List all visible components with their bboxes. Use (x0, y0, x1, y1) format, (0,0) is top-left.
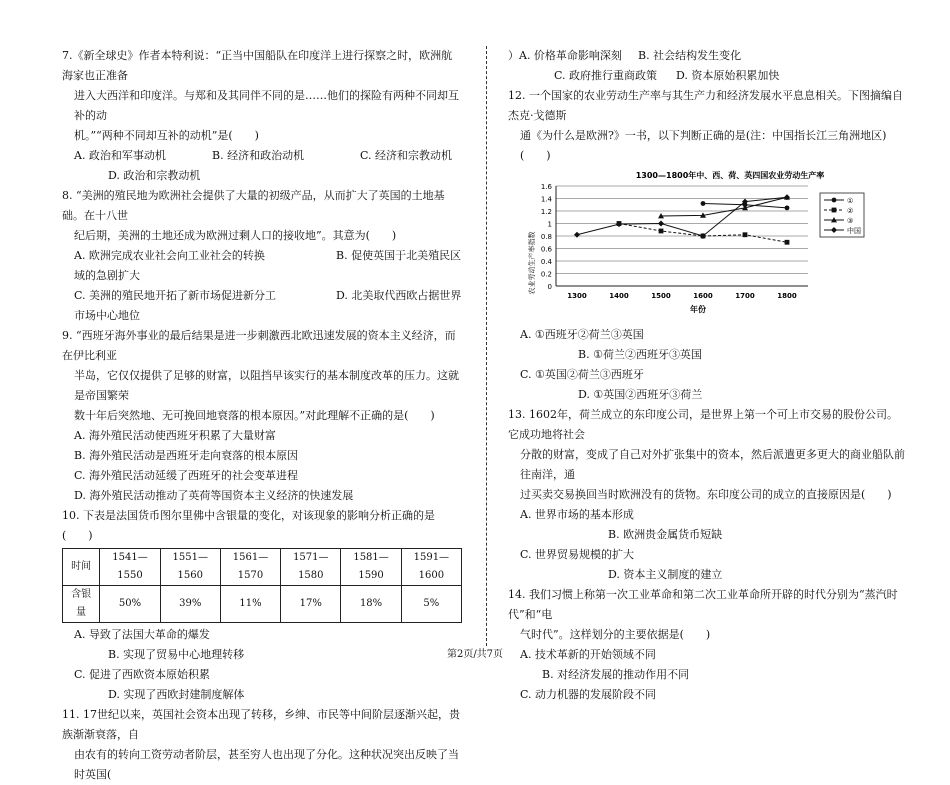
q13-line2: 分散的财富，变成了自己对外扩张集中的资本，然后派遣更多更大的商业船队前往南洋，通 (520, 448, 905, 481)
chart-xlabel: 年份 (690, 305, 706, 314)
q10-th: 1571—1580 (281, 549, 341, 586)
chart-ytick-label: 0.8 (540, 233, 552, 241)
chart-legend-label: 中国 (847, 227, 861, 235)
q11-options-row1 (508, 46, 908, 66)
right-column (508, 46, 908, 705)
q10-option-a[interactable]: A. 导致了法国大革命的爆发 (74, 628, 210, 641)
chart-legend-label: ③ (847, 217, 854, 225)
q10-option-b[interactable]: B. 实现了贸易中心地理转移 (108, 648, 245, 661)
q7-line2: 进入大西洋和印度洋。与郑和及其同伴不同的是……他们的探险有两种不同却互补的动 (74, 89, 459, 122)
q12-line1: 12. 一个国家的农业劳动生产率与其生产力和经济发展水平息息相关。下图摘编自杰克·戈德斯 (508, 89, 903, 122)
q8-options-row1 (62, 246, 462, 266)
q9-line2: 半岛，它仅仅提供了足够的财富，以阻挡早该实行的基本制度改革的压力。这就是帝国繁荣 (74, 369, 459, 402)
q7-line1: 7.《新全球史》作者本特利说：“正当中国船队在印度洋上进行探察之时，欧洲航海家也正准备 (62, 49, 453, 82)
chart-legend-marker (832, 198, 837, 203)
q10-td: 39% (160, 586, 220, 623)
q10-th: 1591—1600 (401, 549, 461, 586)
q10-td: 11% (220, 586, 280, 623)
q13-option-a[interactable]: A. 世界市场的基本形成 (520, 508, 634, 521)
q14-option-c[interactable]: C. 动力机器的发展阶段不同 (520, 688, 657, 701)
chart-point (743, 232, 748, 237)
q13-line3: 过买卖交易换回当时欧洲没有的货物。东印度公司的成立的直接原因是( ) (520, 488, 892, 501)
q11-line2: 由农有的转向工资劳动者阶层，甚至穷人也出现了分化。这种状况突出反映了当时英国( (74, 748, 459, 781)
chart-point (574, 232, 580, 238)
q11-option-b[interactable]: B. 社会结构发生变化 (638, 49, 742, 62)
q10-table-row (63, 586, 462, 623)
q8-option-d[interactable]: D. 北美取代西欧占据世界 (336, 289, 462, 302)
q14-line2: 气时代”。这样划分的主要依据是( ) (520, 628, 711, 641)
chart-ytick-label: 0.4 (540, 258, 552, 266)
q8-option-b[interactable]: B. 促使英国于北美殖民区 (336, 249, 462, 262)
q10-td: 50% (100, 586, 160, 623)
q7-option-c[interactable]: C. 经济和宗教动机 (360, 149, 453, 162)
q10-td: 5% (401, 586, 461, 623)
q9-line3: 数十年后突然地、无可挽回地衰落的根本原因。”对此理解不正确的是( ) (74, 409, 435, 422)
q8-line2: 纪后期，美洲的土地还成为欧洲过剩人口的接收地”。其意为( ) (74, 229, 397, 242)
q12-line2: 通《为什么是欧洲?》一书，以下判断正确的是(注：中国指长江三角洲地区)( ) (520, 129, 887, 162)
q10-th: 1541—1550 (100, 549, 160, 586)
chart-xtick-label: 1300 (567, 292, 587, 300)
chart-xtick-label: 1500 (651, 292, 671, 300)
chart-ytick-label: 1 (547, 220, 552, 229)
chart-ytick-label: 1.4 (540, 195, 552, 204)
chart-point (785, 240, 790, 245)
q10-table (62, 548, 462, 623)
q7-option-b[interactable]: B. 经济和政治动机 (212, 149, 305, 162)
q7-option-a[interactable]: A. 政治和军事动机 (74, 149, 166, 162)
chart-point (785, 205, 790, 210)
chart-ytick-label: 1.2 (540, 208, 552, 216)
chart-xtick-label: 1700 (735, 292, 755, 300)
chart-legend-marker (832, 208, 837, 213)
q11-option-a[interactable]: ）A. 价格革命影响深刻 (508, 49, 622, 62)
column-divider (486, 46, 487, 646)
chart-title: 1300—1800年中、西、荷、英四国农业劳动生产率 (635, 171, 825, 180)
q8-options-row2 (62, 286, 462, 306)
q10-table-header-row (63, 549, 462, 586)
chart-legend-marker (831, 227, 837, 233)
q7-options-row1 (62, 146, 462, 166)
q12-option-b[interactable]: B. ①荷兰②西班牙③英国 (578, 348, 702, 361)
q8-option-a[interactable]: A. 欧洲完成农业社会向工业社会的转换 (74, 249, 265, 262)
chart-legend-label: ② (847, 207, 854, 215)
q8-line1: 8. “美洲的殖民地为欧洲社会提供了大量的初级产品，从而扩大了英国的土地基础。在十八世 (62, 189, 445, 222)
q11-option-d[interactable]: D. 资本原始积累加快 (676, 69, 780, 82)
q8-option-b-cont: 域的急剧扩大 (74, 269, 140, 282)
q13-line1: 13. 1602年，荷兰成立的东印度公司，是世界上第一个可上市交易的股份公司。它成功地将社会 (508, 408, 898, 441)
q12-chart (508, 168, 908, 323)
q12-option-d[interactable]: D. ①英国②西班牙③荷兰 (578, 388, 703, 401)
q12-option-a[interactable]: A. ①西班牙②荷兰③英国 (520, 328, 644, 341)
q11-options-row2 (508, 66, 908, 86)
chart-xtick-label: 1600 (693, 292, 713, 300)
q12-chart-svg (508, 168, 868, 316)
q10-th: 1561—1570 (220, 549, 280, 586)
q10-th: 时间 (63, 549, 100, 586)
chart-legend-label: ① (847, 197, 854, 205)
chart-xtick-label: 1400 (609, 292, 629, 300)
q10-th: 1551—1560 (160, 549, 220, 586)
q10-th: 1581—1590 (341, 549, 401, 586)
q9-option-a[interactable]: A. 海外殖民活动使西班牙积累了大量财富 (74, 429, 276, 442)
left-column (62, 46, 462, 785)
q9-option-c[interactable]: C. 海外殖民活动延缓了西班牙的社会变革进程 (74, 469, 299, 482)
q10-option-c[interactable]: C. 促进了西欧资本原始积累 (74, 668, 211, 681)
chart-ytick-label: 0 (547, 283, 552, 291)
q10-td: 17% (281, 586, 341, 623)
q9-option-d[interactable]: D. 海外殖民活动推动了英荷等国资本主义经济的快速发展 (74, 489, 354, 502)
q10-option-d[interactable]: D. 实现了西欧封建制度解体 (108, 688, 245, 701)
q13-option-c[interactable]: C. 世界贸易规模的扩大 (520, 548, 635, 561)
chart-series-line (577, 197, 787, 236)
q14-option-b[interactable]: B. 对经济发展的推动作用不同 (542, 668, 690, 681)
q11-line1: 11. 17世纪以来，英国社会资本出现了转移，乡绅、市民等中间阶层逐渐兴起，贵族渐渐衰落，自 (62, 708, 460, 741)
chart-ytick-label: 0.2 (540, 270, 552, 279)
q13-option-d[interactable]: D. 资本主义制度的建立 (608, 568, 723, 581)
q8-option-c[interactable]: C. 美洲的殖民地开拓了新市场促进新分工 (74, 289, 277, 302)
q14-line1: 14. 我们习惯上称第一次工业革命和第二次工业革命所开辟的时代分别为“蒸汽时代”和“电 (508, 588, 898, 621)
q13-option-b[interactable]: B. 欧洲贵金属货币短缺 (608, 528, 723, 541)
q11-option-c[interactable]: C. 政府推行重商政策 (554, 69, 658, 82)
chart-ytick-label: 1.6 (540, 183, 552, 191)
q8-option-d-cont: 市场中心地位 (74, 309, 140, 322)
page-footer: 第2页/共7页 (446, 649, 504, 660)
q14-option-a[interactable]: A. 技术革新的开始领域不同 (520, 648, 656, 661)
chart-xtick-label: 1800 (777, 292, 797, 300)
q9-line1: 9. “西班牙海外事业的最后结果是进一步刺激西北欧迅速发展的资本主义经济，而在伊比利亚 (62, 329, 456, 362)
q10-td: 18% (341, 586, 401, 623)
q7-option-d[interactable]: D. 政治和宗教动机 (108, 169, 201, 182)
chart-point (701, 201, 706, 206)
chart-point (659, 229, 664, 234)
chart-series-line (619, 224, 787, 243)
q12-option-c[interactable]: C. ①英国②荷兰③西班牙 (520, 368, 644, 381)
q10-stem: 10. 下表是法国货币图尔里佛中含银量的变化，对该现象的影响分析正确的是( ) (62, 509, 435, 542)
q9-option-b[interactable]: B. 海外殖民活动是西班牙走向衰落的根本原因 (74, 449, 299, 462)
chart-point (658, 221, 664, 227)
chart-ytick-label: 0.6 (540, 245, 552, 254)
q7-line3: 机。”“两种不同却互补的动机”是( ) (74, 129, 259, 142)
q10-td: 含银量 (63, 586, 100, 623)
chart-ylabel: 农业劳动生产率指数 (528, 231, 536, 295)
